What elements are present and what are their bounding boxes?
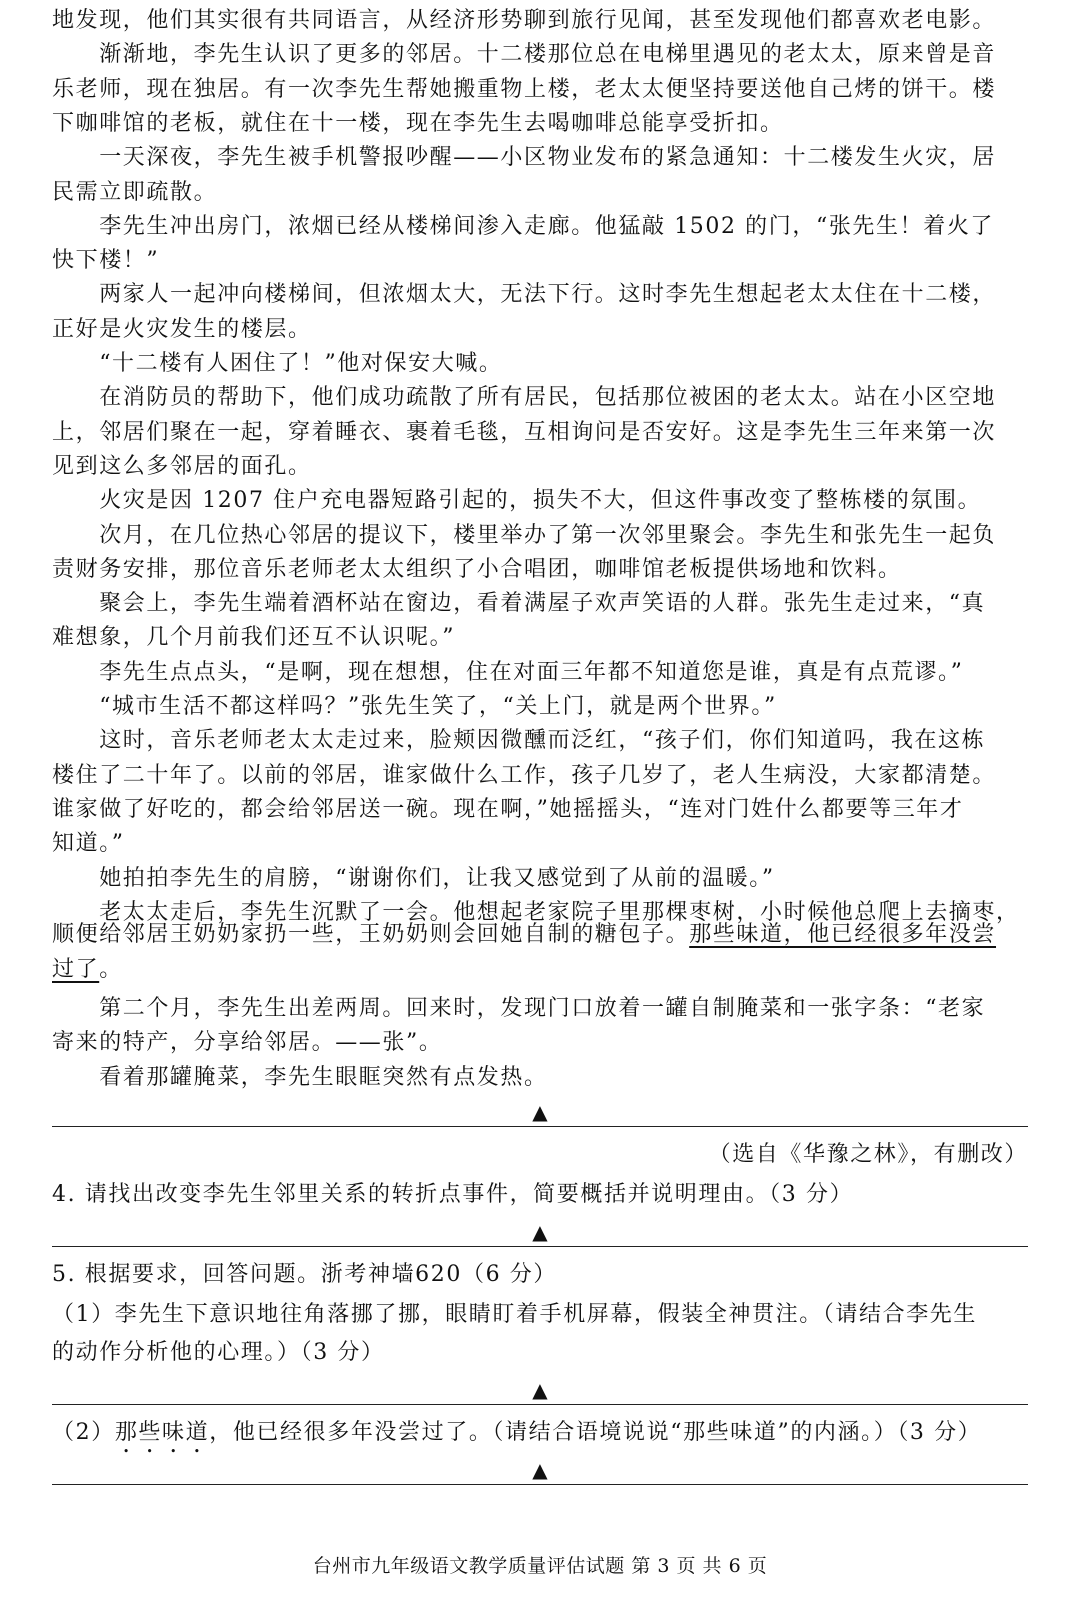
passage-line: 寄来的特产，分享给邻居。——张”。	[52, 1030, 443, 1056]
passage-line: 李先生冲出房门，浓烟已经从楼梯间渗入走廊。他猛敲 1502 的门，“张先生！着火了	[52, 213, 995, 239]
answer-line[interactable]	[52, 1126, 1028, 1127]
passage-line: “十二楼有人困住了！”他对保安大喊。	[52, 351, 503, 376]
passage-line: 责财务安排，那位音乐老师老太太组织了小合唱团，咖啡馆老板提供场地和饮料。	[52, 556, 902, 582]
passage-line	[52, 953, 1028, 987]
passage-line: 一天深夜，李先生被手机警报吵醒——小区物业发布的紧急通知：十二楼发生火灾，居	[52, 145, 997, 171]
passage-line: 看着那罐腌菜，李先生眼眶突然有点发热。	[52, 1064, 548, 1090]
passage-line: 李先生点点头，“是啊，现在想想，住在对面三年都不知道您是谁，真是有点荒谬。”	[52, 659, 964, 685]
passage-line: 难想象，几个月前我们还互不认识呢。”	[52, 625, 456, 651]
passage-line: 下咖啡馆的老板，就住在十一楼，现在李先生去喝咖啡总能享受折扣。	[52, 110, 784, 136]
question-4: 4. 请找出改变李先生邻里关系的转折点事件，简要概括并说明理由。（3 分）	[52, 1182, 854, 1207]
answer-mark: ▲	[532, 1100, 548, 1124]
passage-line: 次月，在几位热心邻居的提议下，楼里举办了第一次邻里聚会。李先生和张先生一起负	[52, 522, 997, 548]
passage-line: 她拍拍李先生的肩膀，“谢谢你们，让我又感觉到了从前的温暖。”	[52, 865, 775, 891]
passage-line: 楼住了二十年了。以前的邻居，谁家做什么工作，孩子几岁了，老人生病没，大家都清楚。	[52, 762, 997, 788]
passage-line: 乐老师，现在独居。有一次李先生帮她搬重物上楼，老太太便坚持要送他自己烤的饼干。楼	[52, 76, 997, 102]
passage-text: 。	[99, 957, 123, 982]
passage-line: 渐渐地，李先生认识了更多的邻居。十二楼那位总在电梯里遇见的老太太，原来曾是音	[52, 42, 997, 68]
passage-line: 两家人一起冲向楼梯间，但浓烟太大，无法下行。这时李先生想起老太太住在十二楼，	[52, 282, 997, 308]
passage-line: 这时，音乐老师老太太走过来，脸颊因微醺而泛红，“孩子们，你们知道吗，我在这栋	[52, 728, 986, 754]
passage-line: 快下楼！”	[52, 248, 160, 274]
answer-mark: ▲	[532, 1458, 548, 1482]
passage-line: 上，邻居们聚在一起，穿着睡衣、裹着毛毯，互相询问是否安好。这是李先生三年来第一次	[52, 419, 997, 445]
passage-line: 第二个月，李先生出差两周。回来时，发现门口放着一罐自制腌菜和一张字条：“老家	[52, 996, 986, 1021]
page-footer: 台州市九年级语文教学质量评估试题 第 3 页 共 6 页	[312, 1555, 768, 1577]
answer-line[interactable]	[52, 1246, 1028, 1247]
underlined-sentence: 那些味道，他已经很多年没尝	[689, 922, 997, 947]
emphasized-phrase: 那些味道	[114, 1420, 210, 1445]
passage-line: 谁家做了好吃的，都会给邻居送一碗。现在啊，”她摇摇头，“连对门姓什么都要等三年才	[52, 796, 964, 822]
passage-line: 地发现，他们其实很有共同语言，从经济形势聊到旅行见闻，甚至发现他们都喜欢老电影。	[52, 8, 997, 33]
passage-line: 知道。”	[52, 831, 125, 857]
passage-line	[52, 918, 1028, 952]
passage-line: 见到这么多邻居的面孔。	[52, 453, 312, 479]
question-5: 5. 根据要求，回答问题。浙考神墙620（6 分）	[52, 1262, 557, 1287]
passage-line: 聚会上，李先生端着酒杯站在窗边，看着满屋子欢声笑语的人群。张先生走过来，“真	[52, 591, 986, 617]
underlined-sentence-end: 过了	[52, 957, 100, 982]
passage-line: 老太太走后，李先生沉默了一会。他想起老家院子里那棵枣树，小时候他总爬上去摘枣，	[52, 899, 1020, 925]
answer-line[interactable]	[52, 1484, 1028, 1485]
passage-text: 顺便给邻居王奶奶家扔一些，王奶奶则会回她自制的糖包子。	[52, 922, 690, 947]
question-text: ，他已经很多年没尝过了。（请结合语境说说“那些味道”的内涵。）（3 分）	[209, 1420, 982, 1445]
passage-line: 火灾是因 1207 住户充电器短路引起的，损失不大，但这件事改变了整栋楼的氛围。	[52, 488, 982, 514]
question-number: （2）	[52, 1420, 115, 1445]
question-5-1: （1）李先生下意识地往角落挪了挪，眼睛盯着手机屏幕，假装全神贯注。（请结合李先生	[52, 1302, 977, 1327]
answer-mark: ▲	[532, 1378, 548, 1402]
source-note: （选自《华豫之林》，有删改）	[708, 1142, 1028, 1167]
passage-line: 在消防员的帮助下，他们成功疏散了所有居民，包括那位被困的老太太。站在小区空地	[52, 385, 997, 411]
answer-line[interactable]	[52, 1404, 1028, 1405]
answer-mark: ▲	[532, 1220, 548, 1244]
passage-line: 民需立即疏散。	[52, 179, 218, 205]
passage-line: 正好是火灾发生的楼层。	[52, 316, 312, 342]
question-5-2	[52, 1416, 1028, 1450]
question-5-1-cont: 的动作分析他的心理。）（3 分）	[52, 1340, 385, 1365]
passage-line: “城市生活不都这样吗？”张先生笑了，“关上门，就是两个世界。”	[52, 694, 777, 719]
